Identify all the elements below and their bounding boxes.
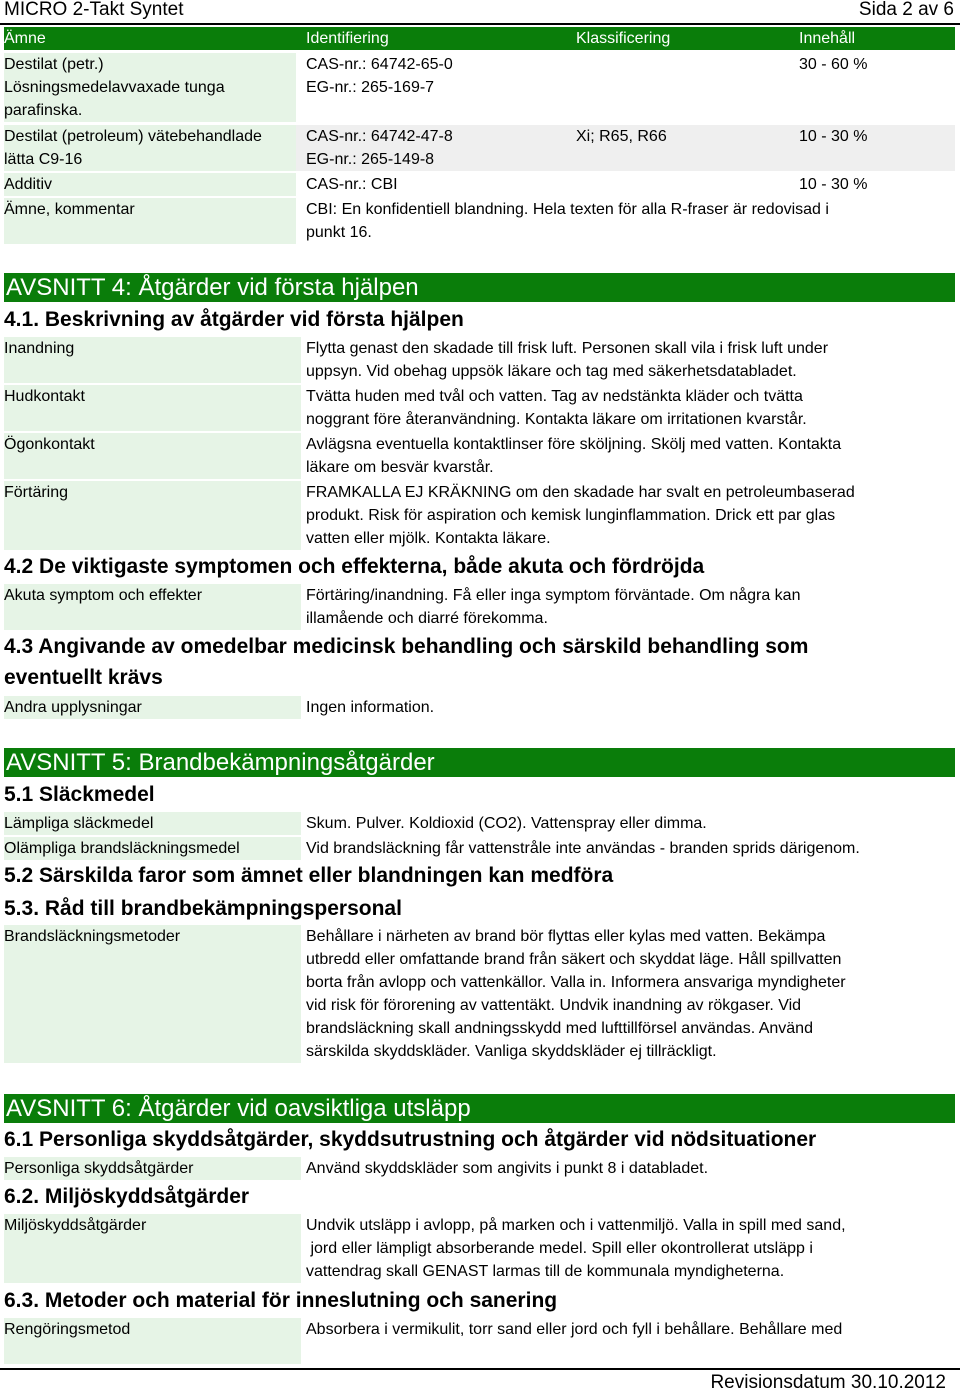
cas-number: CAS-nr.: 64742-65-0 bbox=[306, 56, 453, 73]
eg-number: EG-nr.: 265-169-7 bbox=[306, 79, 435, 96]
document-title: MICRO 2-Takt Syntet bbox=[4, 0, 184, 20]
substance-name: parafinska. bbox=[4, 102, 83, 119]
section-4-title: AVSNITT 4: Åtgärder vid första hjälpen bbox=[6, 274, 419, 301]
methods-text: Behållare i närheten av brand bör flyttas eller kylas med vatten. Bekämpa bbox=[306, 928, 826, 945]
ingestion-label: Förtäring bbox=[4, 484, 69, 501]
methods-label: Brandsläckningsmetoder bbox=[4, 928, 181, 945]
subsection-5-3: 5.3. Råd till brandbekämpningspersonal bbox=[4, 897, 402, 920]
substance-name: Lösningsmedelavvaxade tunga bbox=[4, 79, 225, 96]
env-text: jord eller lämpligt absorberande medel. Spill eller okontrollerat utsläpp i bbox=[306, 1240, 813, 1257]
suitable-label: Lämpliga släckmedel bbox=[4, 815, 154, 832]
acute-text: illamående och diarré förekomma. bbox=[306, 610, 548, 627]
section-6-title: AVSNITT 6: Åtgärder vid oavsiktliga utsläpp bbox=[6, 1095, 471, 1122]
composition-table-header bbox=[4, 27, 955, 50]
subsection-4-3-cont: eventuellt krävs bbox=[4, 666, 163, 689]
substance-name: Destilat (petr.) bbox=[4, 56, 104, 73]
header-rule bbox=[0, 23, 960, 25]
ingestion-text: vatten eller mjölk. Kontakta läkare. bbox=[306, 530, 551, 547]
env-label-box bbox=[4, 1214, 301, 1283]
env-text: Undvik utsläpp i avlopp, på marken och i vattenmiljö. Valla in spill med sand, bbox=[306, 1217, 846, 1234]
eye-label-box bbox=[4, 433, 301, 479]
personal-text: Använd skyddskläder som angivits i punkt 8 i databladet. bbox=[306, 1160, 709, 1177]
col-content: Innehåll bbox=[799, 30, 856, 47]
skin-text: noggrant före återanvändning. Kontakta läkare om irritationen kvarstår. bbox=[306, 411, 807, 428]
section-6-heading bbox=[4, 1094, 955, 1123]
acute-label: Akuta symptom och effekter bbox=[4, 587, 203, 604]
cas-number: CAS-nr.: CBI bbox=[306, 176, 398, 193]
suitable-text: Skum. Pulver. Koldioxid (CO2). Vattenspray eller dimma. bbox=[306, 815, 707, 832]
other-text: Ingen information. bbox=[306, 699, 435, 716]
acute-text: Förtäring/inandning. Få eller inga symptom förväntade. Om några kan bbox=[306, 587, 801, 604]
inhalation-label: Inandning bbox=[4, 340, 75, 357]
content-range: 10 - 30 % bbox=[799, 128, 868, 145]
col-identification: Identifiering bbox=[306, 30, 389, 47]
env-text: vattendrag skall GENAST larmas till de kommunala myndigheterna. bbox=[306, 1263, 785, 1280]
section-4-heading bbox=[4, 273, 955, 302]
comment-label: Ämne, kommentar bbox=[4, 201, 135, 218]
cas-number: CAS-nr.: 64742-47-8 bbox=[306, 128, 453, 145]
eye-text: Avlägsna eventuella kontaktlinser före sköljning. Skölj med vatten. Kontakta bbox=[306, 436, 842, 453]
subsection-4-2: 4.2 De viktigaste symptomen och effekterna, både akuta och fördröjda bbox=[4, 555, 705, 578]
unsuitable-label: Olämpliga brandsläckningsmedel bbox=[4, 840, 240, 857]
substance-name: Destilat (petroleum) vätebehandlade bbox=[4, 128, 262, 145]
unsuitable-text: Vid brandsläckning får vattenstråle inte användas - branden sprids därigenom. bbox=[306, 840, 860, 857]
acute-label-box bbox=[4, 584, 301, 630]
section-5-heading bbox=[4, 748, 955, 777]
suitable-label-box bbox=[4, 812, 301, 835]
skin-text: Tvätta huden med tvål och vatten. Tag av nedstänkta kläder och tvätta bbox=[306, 388, 803, 405]
subsection-6-3: 6.3. Metoder och material för inneslutning och sanering bbox=[4, 1289, 558, 1312]
ingestion-label-box bbox=[4, 481, 301, 550]
inhalation-label-box bbox=[4, 337, 301, 383]
subsection-6-2: 6.2. Miljöskyddsåtgärder bbox=[4, 1185, 250, 1208]
substance-row-2-label bbox=[4, 125, 296, 171]
skin-label-box bbox=[4, 385, 301, 431]
ingestion-text: produkt. Risk för aspiration och kemisk lunginflammation. Drick ett par glas bbox=[306, 507, 836, 524]
eye-label: Ögonkontakt bbox=[4, 436, 95, 453]
classification: Xi; R65, R66 bbox=[576, 128, 667, 145]
page-number: Sida 2 av 6 bbox=[858, 0, 954, 20]
subsection-4-1: 4.1. Beskrivning av åtgärder vid första hjälpen bbox=[4, 308, 464, 331]
unsuitable-label-box bbox=[4, 837, 301, 860]
env-label: Miljöskyddsåtgärder bbox=[4, 1217, 147, 1234]
cleaning-label-box bbox=[4, 1318, 301, 1364]
ingestion-text: FRAMKALLA EJ KRÄKNING om den skadade har svalt en petroleumbaserad bbox=[306, 484, 855, 501]
methods-text: brandsläckning skall andningsskydd med lufttillförsel användas. Använd bbox=[306, 1020, 813, 1037]
methods-text: vid risk för förorening av vattentäkt. Undvik inandning av rökgaser. Vid bbox=[306, 997, 802, 1014]
methods-text: utbredd eller omfattande brand från säkert och skyddat läge. Håll spillvatten bbox=[306, 951, 842, 968]
col-classification: Klassificering bbox=[576, 30, 671, 47]
eg-number: EG-nr.: 265-149-8 bbox=[306, 151, 435, 168]
methods-text: särskilda skyddskläder. Vanliga skyddskläder ej tillräckligt. bbox=[306, 1043, 717, 1060]
content-range: 30 - 60 % bbox=[799, 56, 868, 73]
comment-text: punkt 16. bbox=[306, 224, 372, 241]
subsection-5-1: 5.1 Släckmedel bbox=[4, 783, 155, 806]
substance-name: lätta C9-16 bbox=[4, 151, 83, 168]
other-label-box bbox=[4, 696, 301, 719]
personal-label-box bbox=[4, 1157, 301, 1180]
cleaning-text: Absorbera i vermikulit, torr sand eller jord och fyll i behållare. Behållare med bbox=[306, 1321, 843, 1338]
substance-name: Additiv bbox=[4, 176, 53, 193]
eye-text: läkare om besvär kvarstår. bbox=[306, 459, 494, 476]
inhalation-text: Flytta genast den skadade till frisk luft. Personen skall vila i frisk luft under bbox=[306, 340, 829, 357]
subsection-5-2: 5.2 Särskilda faror som ämnet eller blandningen kan medföra bbox=[4, 864, 614, 887]
cleaning-label: Rengöringsmetod bbox=[4, 1321, 131, 1338]
section-5-title: AVSNITT 5: Brandbekämpningsåtgärder bbox=[6, 749, 435, 776]
substance-row-1-label bbox=[4, 53, 296, 122]
skin-label: Hudkontakt bbox=[4, 388, 85, 405]
col-substance: Ämne bbox=[4, 30, 46, 47]
inhalation-text: uppsyn. Vid obehag uppsök läkare och tag med säkerhetsdatabladet. bbox=[306, 363, 797, 380]
revision-date: Revisionsdatum 30.10.2012 bbox=[710, 1372, 946, 1393]
subsection-6-1: 6.1 Personliga skyddsåtgärder, skyddsutrustning och åtgärder vid nödsituationer bbox=[4, 1128, 817, 1151]
methods-label-box bbox=[4, 925, 301, 1063]
comment-text: CBI: En konfidentiell blandning. Hela texten för alla R-fraser är redovisad i bbox=[306, 201, 829, 218]
comment-label-box bbox=[4, 198, 296, 244]
methods-text: borta från avlopp och vattenkällor. Valla in. Informera ansvariga myndigheter bbox=[306, 974, 846, 991]
content-range: 10 - 30 % bbox=[799, 176, 868, 193]
footer-rule bbox=[0, 1368, 960, 1370]
other-label: Andra upplysningar bbox=[4, 699, 142, 716]
substance-row-3-label bbox=[4, 173, 296, 196]
subsection-4-3: 4.3 Angivande av omedelbar medicinsk behandling och särskild behandling som bbox=[4, 635, 809, 658]
personal-label: Personliga skyddsåtgärder bbox=[4, 1160, 194, 1177]
